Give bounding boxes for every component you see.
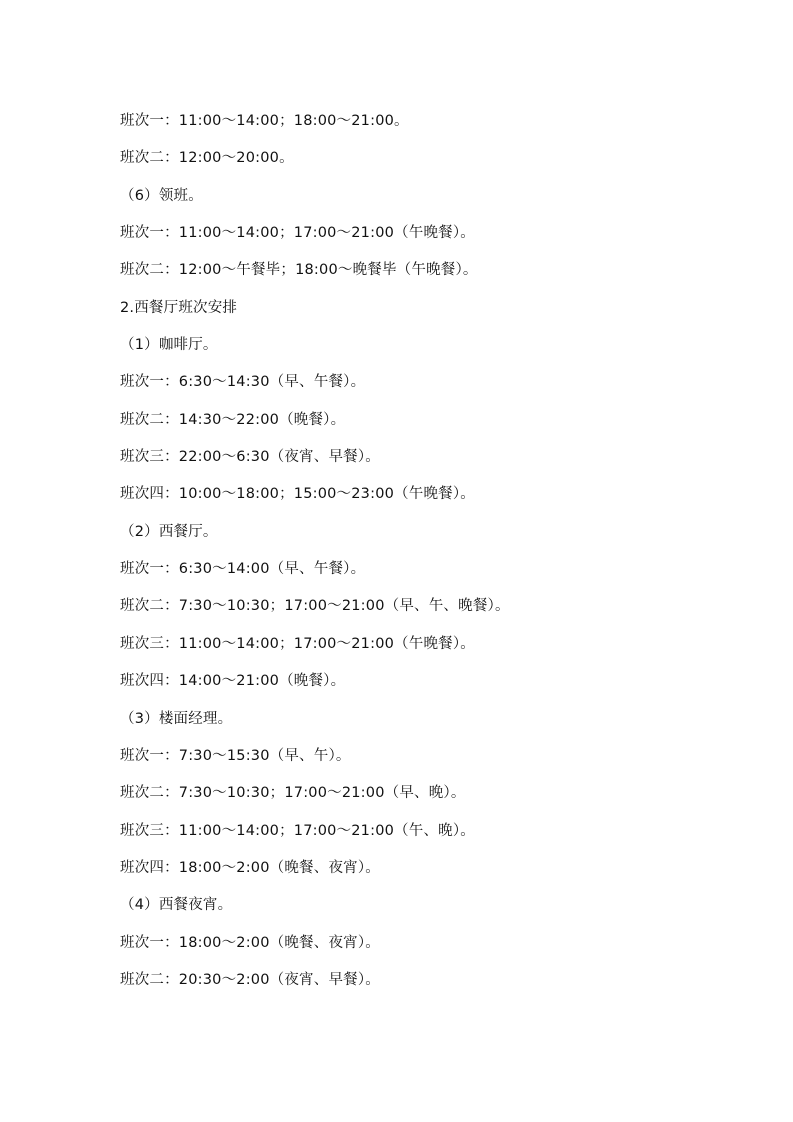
text-line: 班次二：12:00～午餐毕；18:00～晚餐毕（午晚餐）。 — [120, 262, 478, 279]
text-line: 班次一：18:00～2:00（晚餐、夜宵）。 — [120, 934, 380, 951]
text-line: 班次一：6:30～14:30（早、午餐）。 — [120, 374, 366, 391]
text-line: 班次一：6:30～14:00（早、午餐）。 — [120, 561, 366, 578]
section-heading: （2）西餐厅。 — [120, 523, 218, 540]
text-line: 班次二：7:30～10:30；17:00～21:00（早、晚）。 — [120, 785, 466, 802]
text-line: 班次二：12:00～20:00。 — [120, 150, 294, 167]
text-line: 班次一：11:00～14:00；17:00～21:00（午晚餐）。 — [120, 225, 475, 242]
section-heading: （3）楼面经理。 — [120, 710, 233, 727]
text-line: 班次四：18:00～2:00（晚餐、夜宵）。 — [120, 859, 380, 876]
text-body — [120, 108, 760, 1004]
text-line: 班次二：14:30～22:00（晚餐）。 — [120, 411, 346, 428]
text-line: 班次一：11:00～14:00；18:00～21:00。 — [120, 113, 409, 129]
section-title: 2.西餐厅班次安排 — [120, 299, 238, 316]
section-heading: （4）西餐夜宵。 — [120, 897, 233, 914]
text-line: 班次一：7:30～15:30（早、午）。 — [120, 747, 351, 764]
section-heading: （6）领班。 — [120, 187, 203, 204]
text-line: 班次三：11:00～14:00；17:00～21:00（午、晚）。 — [120, 822, 475, 839]
text-line: 班次三：22:00～6:30（夜宵、早餐）。 — [120, 449, 380, 466]
text-line: 班次二：7:30～10:30；17:00～21:00（早、午、晚餐）。 — [120, 598, 510, 615]
text-line: 班次三：11:00～14:00；17:00～21:00（午晚餐）。 — [120, 635, 475, 652]
text-line: 班次二：20:30～2:00（夜宵、早餐）。 — [120, 971, 380, 988]
section-heading: （1）咖啡厅。 — [120, 337, 218, 354]
text-line: 班次四：14:00～21:00（晚餐）。 — [120, 673, 346, 690]
text-line: 班次四：10:00～18:00；15:00～23:00（午晚餐）。 — [120, 486, 475, 503]
